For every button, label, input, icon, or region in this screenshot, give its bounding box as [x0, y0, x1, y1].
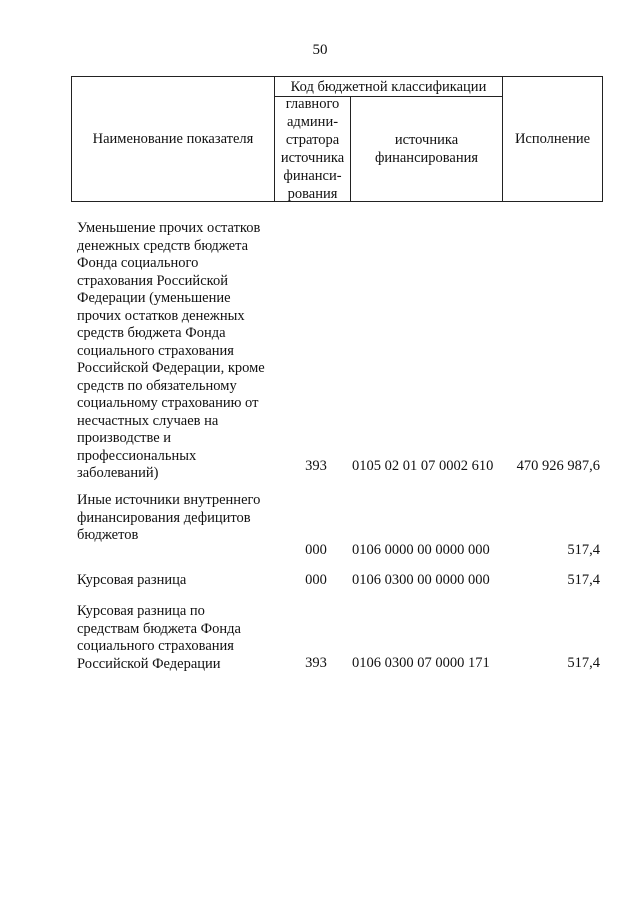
row-source-code: 0106 0300 00 0000 000: [352, 572, 490, 588]
row-execution-value: 517,4: [567, 542, 600, 558]
header-execution: [502, 76, 603, 202]
row-source-code: 0106 0000 00 0000 000: [352, 542, 490, 558]
row-admin-code: 000: [305, 542, 327, 558]
header-admin-line-1: главного: [285, 96, 340, 112]
header-admin-line-6: рования: [287, 186, 338, 202]
row-admin-code: 393: [305, 655, 327, 671]
row-execution-value: 470 926 987,6: [516, 458, 600, 474]
header-admin-line-3: стратора: [285, 132, 340, 148]
header-budget-code-group-label: Код бюджетной классификации: [290, 78, 487, 95]
row-admin-code: 000: [305, 572, 327, 588]
row-indicator-name: Курсовая разница: [77, 572, 187, 588]
row-admin-code: 393: [305, 458, 327, 474]
header-admin-line-5: финанси-: [283, 168, 342, 184]
header-execution-label: Исполнение: [514, 131, 591, 147]
row-source-code: 0106 0300 07 0000 171: [352, 655, 490, 671]
header-admin-line-4: источника: [280, 150, 345, 166]
row-indicator-name: Уменьшение прочих остатков денежных средств бюджета Фонда социального страхования Российской Федерации (уменьшение прочих остатков денежных средств бюджета Фонда социального страхования Российской Федерации, кроме средств по обязательному социальному страхованию от несчастных случаев на производстве и профессиональных заболеваний): [77, 220, 265, 481]
row-source-code: 0105 02 01 07 0002 610: [352, 458, 494, 474]
header-indicator-name: [71, 76, 275, 202]
header-main-administrator-label: [278, 95, 348, 203]
header-admin-line-2: админи-: [286, 114, 339, 130]
header-main-administrator: [274, 96, 351, 202]
row-execution-value: 517,4: [567, 655, 600, 671]
row-execution-value: 517,4: [567, 572, 600, 588]
row-indicator-name: Иные источники внутреннего финансирования дефицитов бюджетов: [77, 492, 261, 543]
header-financing-source: [350, 96, 503, 202]
row-indicator-name: Курсовая разница по средствам бюджета Фонда социального страхования Российской Федерации: [77, 603, 241, 672]
header-financing-source-label: источника финансирования: [374, 132, 479, 166]
page-number: 50: [312, 42, 328, 58]
header-indicator-name-label: Наименование показателя: [92, 131, 254, 147]
header-budget-code-group: [274, 76, 503, 97]
